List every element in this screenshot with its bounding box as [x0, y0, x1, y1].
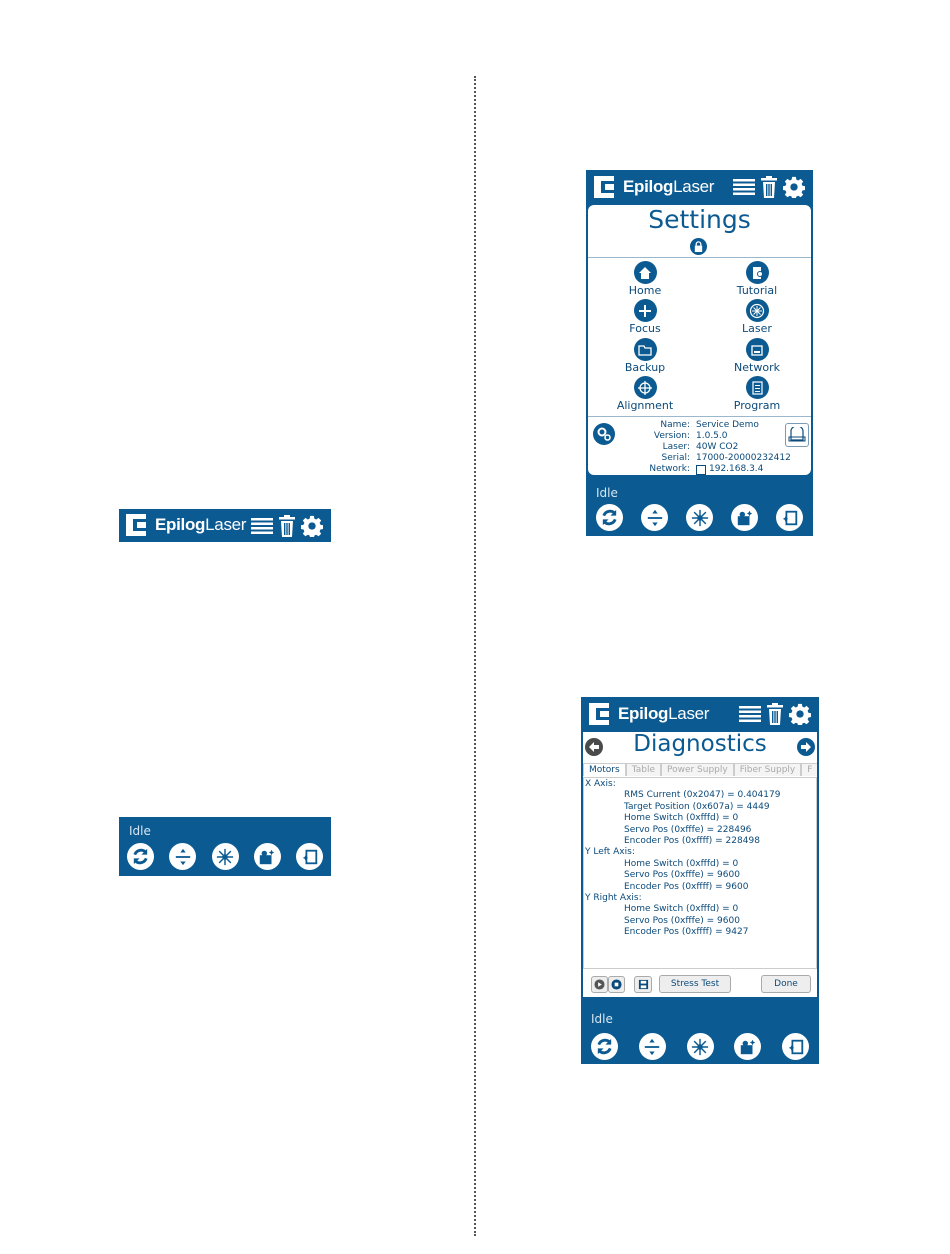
page-title: Settings — [648, 205, 751, 234]
logo-mark-icon — [126, 514, 146, 536]
queue-list-icon[interactable] — [739, 705, 761, 723]
focus-button[interactable] — [641, 504, 668, 531]
frame-icon — [301, 848, 319, 866]
settings-item-program[interactable] — [702, 376, 812, 412]
program-icon — [750, 381, 764, 395]
diagnostic-value-line: Home Switch (0xfffd) = 0 — [624, 904, 739, 915]
diagnostic-value-line: Home Switch (0xfffd) = 0 — [624, 813, 739, 824]
diagnostic-value-line: Servo Pos (0xfffe) = 228496 — [624, 824, 752, 835]
diagnostic-axis-heading: Y Left Axis: — [585, 847, 635, 858]
stop-button[interactable] — [608, 976, 625, 993]
epilog-logo — [594, 176, 714, 198]
queue-list-icon[interactable] — [251, 517, 273, 535]
settings-item-label: Program — [733, 399, 781, 412]
settings-item-label: Alignment — [616, 399, 674, 412]
tab-more[interactable]: F — [801, 763, 817, 776]
job-icon — [739, 1038, 757, 1056]
settings-item-label: Network — [734, 361, 780, 374]
job-button[interactable] — [731, 504, 758, 531]
job-button[interactable] — [254, 843, 281, 870]
laser-burst-icon — [691, 509, 709, 527]
network-value: 192.168.3.4 — [709, 464, 764, 474]
play-button[interactable] — [591, 976, 608, 993]
name-value: Service Demo — [696, 420, 759, 430]
job-icon — [258, 848, 276, 866]
refresh-icon — [600, 508, 619, 527]
serial-value: 17000-20000232412 — [696, 453, 791, 463]
job-button[interactable] — [734, 1033, 761, 1060]
settings-item-focus[interactable] — [590, 299, 700, 335]
queue-list-icon[interactable] — [733, 178, 755, 196]
name-key: Name: — [660, 420, 690, 430]
status-label: Idle — [591, 1012, 613, 1026]
title-divider — [588, 257, 811, 258]
settings-item-label: Laser — [742, 322, 772, 335]
tab-power-supply[interactable]: Power Supply — [661, 763, 734, 776]
focus-divide-icon — [643, 1038, 661, 1056]
home-icon — [638, 266, 652, 280]
settings-item-laser[interactable] — [702, 299, 812, 335]
epilog-logo — [589, 703, 709, 725]
machine-image-button[interactable] — [785, 423, 809, 447]
diagnostic-axis-heading: X Axis: — [585, 779, 616, 789]
folder-icon — [638, 343, 652, 357]
info-divider — [588, 416, 811, 417]
diagnostic-value-line: Encoder Pos (0xffff) = 9600 — [624, 881, 749, 892]
diagnostic-value-line: Servo Pos (0xfffe) = 9600 — [624, 870, 740, 881]
frame-button[interactable] — [782, 1033, 809, 1060]
header-bar-standalone — [119, 509, 331, 542]
focus-divide-icon — [646, 509, 664, 527]
serial-key: Serial: — [661, 453, 690, 463]
stop-icon — [611, 979, 622, 990]
epilog-logo — [126, 514, 246, 536]
laser-fire-button[interactable] — [687, 1033, 714, 1060]
save-button[interactable] — [634, 976, 652, 993]
focus-divide-icon — [174, 848, 192, 866]
settings-item-label: Home — [628, 284, 662, 297]
diagnostic-value-line: Encoder Pos (0xffff) = 9427 — [624, 927, 749, 938]
tutorial-icon — [750, 266, 764, 280]
settings-panel — [588, 205, 811, 475]
brand-bold: Epilog — [618, 704, 669, 723]
frame-button[interactable] — [776, 504, 803, 531]
tab-table[interactable]: Table — [626, 763, 661, 776]
settings-item-backup[interactable] — [590, 338, 700, 374]
version-value: 1.0.5.0 — [696, 431, 728, 441]
gear-icon[interactable] — [301, 515, 323, 537]
page-divider — [474, 76, 476, 1236]
crosshair-icon — [637, 380, 653, 396]
stress-test-button[interactable]: Stress Test — [659, 975, 731, 993]
done-button[interactable]: Done — [761, 975, 811, 993]
laser-fire-button[interactable] — [212, 843, 239, 870]
refresh-button[interactable] — [127, 843, 154, 870]
network-icon — [750, 343, 764, 357]
diagnostics-toolbar — [583, 971, 817, 997]
settings-item-alignment[interactable] — [590, 376, 700, 412]
logo-mark-icon — [594, 176, 614, 198]
page-title: Diagnostics — [633, 731, 767, 757]
settings-screen — [586, 170, 813, 536]
laser-value: 40W CO2 — [696, 442, 739, 452]
tab-fiber-supply[interactable]: Fiber Supply — [734, 763, 802, 776]
trash-icon[interactable] — [279, 515, 295, 537]
play-icon — [594, 979, 605, 990]
laser-burst-icon — [691, 1038, 709, 1056]
focus-button[interactable] — [169, 843, 196, 870]
frame-button[interactable] — [296, 843, 323, 870]
diagnostic-value-line: Target Position (0x607a) = 4449 — [624, 801, 770, 812]
focus-icon — [638, 304, 652, 318]
brand-light: Laser — [205, 515, 247, 534]
laser-fire-button[interactable] — [686, 504, 713, 531]
settings-item-label: Backup — [624, 361, 666, 374]
tab-motors[interactable]: Motors — [583, 763, 626, 776]
machine-info — [610, 420, 791, 475]
diagnostic-value-line: Servo Pos (0xfffe) = 9600 — [624, 915, 740, 926]
brand-bold: Epilog — [155, 515, 206, 534]
refresh-icon — [131, 847, 150, 866]
diagnostics-panel — [583, 732, 817, 996]
refresh-button[interactable] — [591, 1033, 618, 1060]
settings-item-tutorial[interactable] — [702, 261, 812, 297]
diagnostics-tabs — [583, 763, 817, 776]
status-label: Idle — [129, 824, 151, 838]
brand-bold: Epilog — [623, 177, 674, 196]
brand-light: Laser — [668, 704, 710, 723]
diagnostic-value-line: Encoder Pos (0xffff) = 228498 — [624, 836, 760, 847]
settings-item-home[interactable] — [590, 261, 700, 297]
lock-icon — [693, 241, 704, 252]
focus-button[interactable] — [639, 1033, 666, 1060]
laser-icon — [749, 303, 765, 319]
trash-icon[interactable] — [767, 703, 783, 725]
job-icon — [736, 509, 754, 527]
diagnostic-value-line: RMS Current (0x2047) = 0.404179 — [624, 790, 781, 801]
arrow-right-icon — [800, 741, 812, 753]
diagnostic-axis-heading: Y Right Axis: — [585, 893, 642, 904]
next-arrow-button[interactable] — [797, 738, 815, 756]
diagnostics-readout — [585, 779, 780, 939]
gear-icon[interactable] — [783, 176, 805, 198]
network-port-icon — [696, 465, 706, 475]
status-label: Idle — [596, 486, 618, 500]
logo-mark-icon — [589, 703, 609, 725]
save-icon — [638, 979, 649, 990]
gear-icon[interactable] — [789, 703, 811, 725]
trash-icon[interactable] — [761, 176, 777, 198]
status-bar-standalone — [119, 817, 331, 876]
laser-burst-icon — [216, 848, 234, 866]
refresh-icon — [595, 1037, 614, 1056]
brand-light: Laser — [673, 177, 715, 196]
settings-item-label: Tutorial — [736, 284, 778, 297]
lock-button[interactable] — [690, 238, 707, 255]
frame-icon — [781, 509, 799, 527]
laser-machine-icon — [788, 427, 806, 443]
diagnostics-screen — [581, 697, 819, 1064]
diagnostic-value-line: Home Switch (0xfffd) = 0 — [624, 858, 739, 869]
settings-item-network[interactable] — [702, 338, 812, 374]
frame-icon — [787, 1038, 805, 1056]
version-key: Version: — [653, 431, 690, 441]
network-key: Network: — [649, 464, 690, 474]
refresh-button[interactable] — [596, 504, 623, 531]
settings-item-label: Focus — [629, 322, 661, 335]
laser-key: Laser: — [662, 442, 690, 452]
